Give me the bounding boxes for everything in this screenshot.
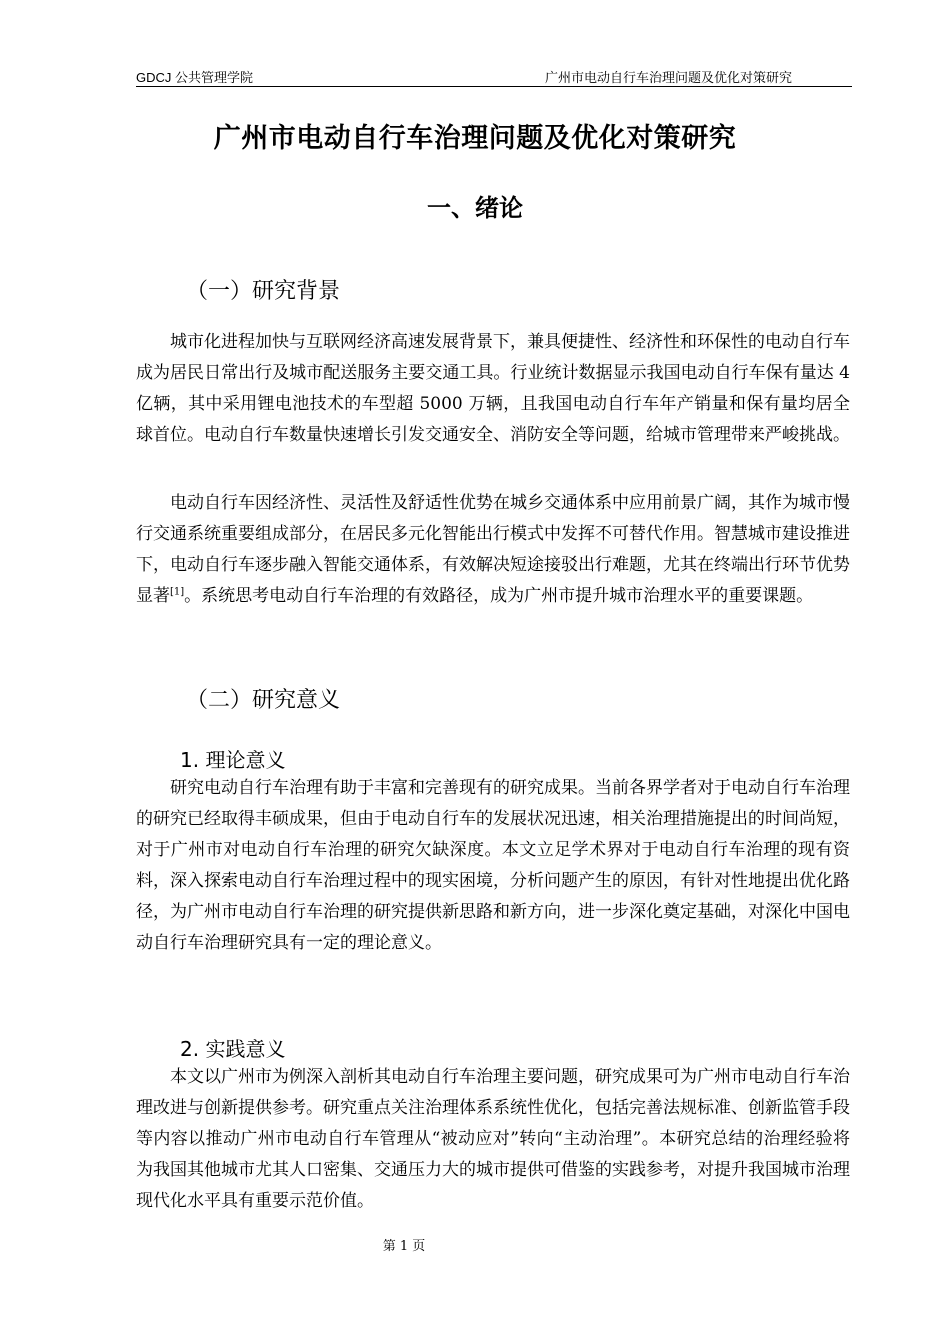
- header-right: 广州市电动自行车治理问题及优化对策研究: [544, 70, 792, 85]
- header-left: GDCJ 公共管理学院: [136, 70, 254, 85]
- subsection-heading-practice: 2. 实践意义: [180, 1037, 286, 1061]
- header-divider: [136, 86, 852, 87]
- background-paragraph-2-text: 电动自行车因经济性、灵活性及舒适性优势在城乡交通体系中应用前景广阔，其作为城市慢行交通系统重要组成部分，在居民多元化智能出行模式中发挥不可替代作用。智慧城市建设推进下，电动自行车逐步融入智能交通体系，有效解决短途接驳出行难题，尤其在终端出行环节优势显著: [136, 493, 850, 606]
- subsection-heading-theory: 1. 理论意义: [180, 748, 286, 772]
- citation-reference: [1]: [170, 586, 185, 598]
- background-paragraph-2: [136, 488, 850, 612]
- section-heading-background: （一）研究背景: [186, 279, 341, 304]
- section-heading-significance: （二）研究意义: [186, 688, 341, 713]
- chapter-heading: 一、绪论: [427, 194, 523, 222]
- background-paragraph-2-end: 。系统思考电动自行车治理的有效路径，成为广州市提升城市治理水平的重要课题。: [184, 586, 814, 606]
- background-paragraph-1: 城市化进程加快与互联网经济高速发展背景下，兼具便捷性、经济性和环保性的电动自行车成为居民日常出行及城市配送服务主要交通工具。行业统计数据显示我国电动自行车保有量达 4 亿辆，其中采用锂电池技术的车型超 5000 万辆，且我国电动自行车年产销量和保有量均居全球首位。电动自行车数量快速增长引发交通安全、消防安全等问题，给城市管理带来严峻挑战。: [136, 332, 850, 445]
- page-title: 广州市电动自行车治理问题及优化对策研究: [213, 123, 737, 154]
- page-number: 第 1 页: [382, 1239, 426, 1254]
- practice-paragraph: 本文以广州市为例深入剖析其电动自行车治理主要问题，研究成果可为广州市电动自行车治理改进与创新提供参考。研究重点关注治理体系系统性优化，包括完善法规标准、创新监管手段等内容以推动广州市电动自行车管理从“被动应对”转向“主动治理”。本研究总结的治理经验将为我国其他城市尤其人口密集、交通压力大的城市提供可借鉴的实践参考，对提升我国城市治理现代化水平具有重要示范价值。: [136, 1067, 850, 1211]
- theory-paragraph: 研究电动自行车治理有助于丰富和完善现有的研究成果。当前各界学者对于电动自行车治理的研究已经取得丰硕成果，但由于电动自行车的发展状况迅速，相关治理措施提出的时间尚短，对于广州市对电动自行车治理的研究欠缺深度。本文立足学术界对于电动自行车治理的现有资料，深入探索电动自行车治理过程中的现实困境，分析问题产生的原因，有针对性地提出优化路径，为广州市电动自行车治理的研究提供新思路和新方向，进一步深化奠定基础，对深化中国电动自行车治理研究具有一定的理论意义。: [136, 778, 850, 953]
